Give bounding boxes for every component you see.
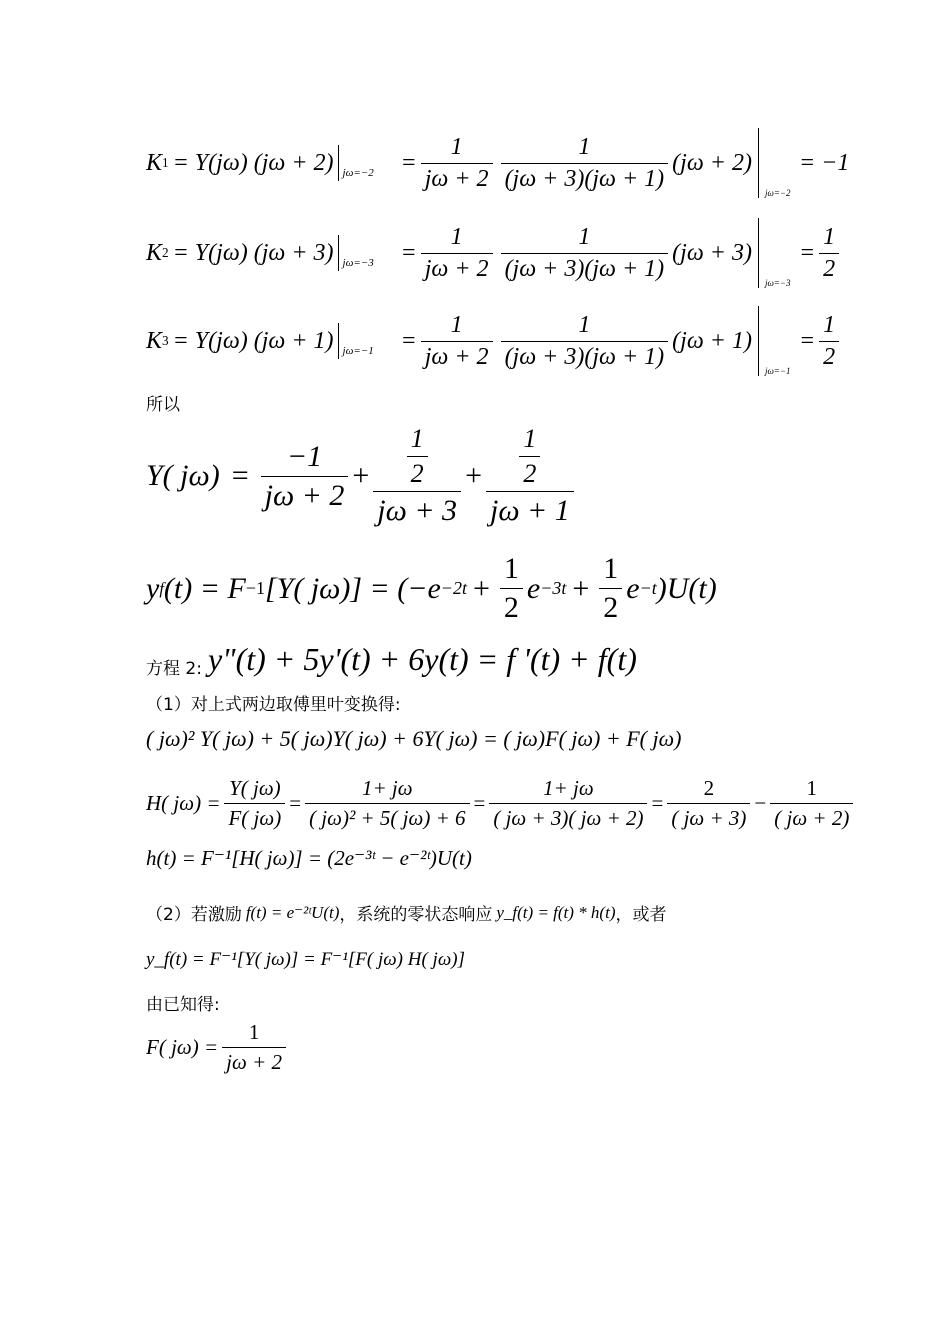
yf-e2: e — [526, 571, 541, 605]
k1-f2-num: 1 — [578, 133, 591, 160]
known-label: 由已知得: — [146, 995, 220, 1015]
h-f1-num: Y( jω) — [229, 776, 281, 800]
equation-2: y"(t) + 5y'(t) + 6y(t) = f '(t) + f(t) — [207, 641, 637, 677]
y-lhs: Y( jω) — [146, 459, 220, 492]
yf-part-c: [Y( jω)] = (−e — [264, 571, 441, 605]
k1-f2-den: (jω + 3)(jω + 1) — [501, 163, 669, 193]
k2-f1-num: 1 — [450, 223, 463, 250]
k1-eval2: jω=−2 — [764, 188, 791, 198]
k2-f1-den: jω + 2 — [421, 253, 493, 283]
yf-plus1: + — [472, 571, 490, 605]
k2-r-den: 2 — [819, 253, 839, 283]
yf-e3: e — [626, 571, 640, 605]
k2-f2-num: 1 — [578, 223, 591, 250]
yf-y: y — [146, 571, 160, 605]
h-f3-den: ( jω + 3)( jω + 2) — [489, 803, 647, 831]
k1-lhs: K — [146, 149, 163, 176]
equation-k2: K 2 = Y(jω) (jω + 3) jω=−3 = $\frac{1}{j\omega + 2}$ $\frac{1}{(j\omega + 3)(j\omega + 1)}$ (jω + 3) jω=−3 = $\frac{1}{2}$ — [146, 218, 843, 288]
step2-text-a: （2）若激励 — [146, 905, 242, 925]
y-t2-half-den: 2 — [407, 456, 428, 489]
yf-part-b: (t) = F — [163, 571, 246, 605]
equation-h-t: h(t) = F⁻¹[H( jω)] = (2e⁻³ᵗ − e⁻²ᵗ)U(t) — [146, 846, 472, 870]
equation-k1: K 1 = Y(jω) (jω + 2) jω=−2 = $\frac{1}{j\omega + 2}$ $\frac{1}{(j\omega + 3)(j\omega + 1)}$ (jω + 2) jω=−2 = −1 — [146, 128, 849, 198]
step2-math-b: y_f(t) = f(t) * h(t) — [496, 902, 616, 922]
step2-text-c: ，或者 — [615, 905, 667, 925]
y-t3-half-den: 2 — [519, 456, 540, 489]
k3-expr: = Y(jω) (jω + 1) — [172, 327, 334, 354]
step2-math-a: f(t) = e⁻²ᵗU(t) — [245, 902, 340, 922]
yf-half1-num: 1 — [503, 552, 519, 585]
h-f2-num: 1+ jω — [361, 776, 413, 800]
k3-factor: (jω + 1) — [672, 327, 752, 354]
yf-part-f: )U(t) — [656, 571, 717, 605]
h-f1-den: F( jω) — [224, 803, 285, 831]
k2-f2-den: (jω + 3)(jω + 1) — [501, 253, 669, 283]
k3-f2-den: (jω + 3)(jω + 1) — [501, 341, 669, 371]
equation-fourier: ( jω)² Y( jω) + 5( jω)Y( jω) + 6Y( jω) = ( jω)F( jω) + F( jω) — [146, 726, 682, 751]
y-t1-num: −1 — [286, 439, 323, 473]
k1-factor: (jω + 2) — [672, 149, 752, 176]
k3-f2-num: 1 — [578, 311, 591, 338]
k3-lhs: K — [146, 327, 163, 354]
y-t3-half-num: 1 — [523, 424, 537, 453]
equation-f — [146, 1020, 290, 1075]
yf-half2-den: 2 — [599, 588, 622, 625]
h-f4-den: ( jω + 3) — [667, 803, 750, 831]
k2-factor: (jω + 3) — [672, 239, 752, 266]
f-den: jω + 2 — [222, 1047, 286, 1075]
k1-f1-den: jω + 2 — [421, 163, 493, 193]
y-t2-half-num: 1 — [410, 424, 424, 453]
k3-r-den: 2 — [819, 341, 839, 371]
equation-yf-inverse — [146, 552, 717, 625]
k1-expr: = Y(jω) (jω + 2) — [172, 149, 334, 176]
k1-result: = −1 — [798, 149, 850, 176]
k2-lhs: K — [146, 239, 163, 266]
k3-r-num: 1 — [823, 311, 836, 338]
k3-eval: jω=−1 — [342, 345, 374, 357]
k3-sub: 3 — [162, 333, 169, 348]
h-f3-num: 1+ jω — [543, 776, 594, 800]
so-label: 所以 — [146, 395, 180, 415]
h-f4-num: 2 — [703, 776, 715, 800]
h-f2-den: ( jω)² + 5( jω) + 6 — [305, 803, 469, 831]
yf-half2-num: 1 — [603, 552, 619, 585]
k2-r-num: 1 — [823, 223, 836, 250]
equation-2-line — [146, 640, 637, 679]
k2-sub: 2 — [162, 245, 169, 260]
k2-expr: = Y(jω) (jω + 3) — [172, 239, 334, 266]
step2-text-b: ，系统的零状态响应 — [339, 905, 493, 925]
equation-y-partial: Y( jω) = $\frac{-1}{j\omega + 2}$ + $\frac{\frac{1}{2}}{j\omega + 3}$ + $\frac{\frac{1}{2}}{j\omega + 1}$ — [146, 424, 578, 528]
y-t3-den: jω + 1 — [486, 491, 574, 528]
yf-sub: f — [159, 578, 164, 598]
yf-half1-den: 2 — [500, 588, 523, 625]
k3-eval2: jω=−1 — [764, 366, 791, 376]
yf-sup2: −3t — [540, 578, 567, 598]
y-t2-den: jω + 3 — [373, 491, 461, 528]
k2-eval: jω=−3 — [342, 257, 374, 269]
y-t1-den: jω + 2 — [261, 476, 349, 513]
equation-h: H( jω) = $\frac{Y( j\omega)}{F( j\omega)}$ = $\frac{1+ j\omega}{\text{( jω)² + 5( jω) + 6}}$ = $\frac{1+ j\omega}{( j\omega + 3)( j\omega + 2)}$ = $\frac{2}{( j\omega + 3)}$ − $\frac{1}{( j\omega + 2)}$ — [146, 776, 857, 831]
yf-sup3: −t — [639, 578, 657, 598]
h-lhs: H( jω) = — [146, 791, 221, 815]
h-f5-num: 1 — [806, 776, 818, 800]
yf-sup1: −2t — [440, 578, 467, 598]
k1-sub: 1 — [162, 155, 169, 170]
k3-f1-num: 1 — [450, 311, 463, 338]
equation-k3: K 3 = Y(jω) (jω + 1) jω=−1 = $\frac{1}{j\omega + 2}$ $\frac{1}{(j\omega + 3)(j\omega + 1)}$ (jω + 1) jω=−1 = $\frac{1}{2}$ — [146, 306, 843, 376]
k1-eval: jω=−2 — [342, 167, 374, 179]
yf-plus2: + — [572, 571, 590, 605]
f-num: 1 — [248, 1020, 260, 1044]
equation-2-label: 方程 2: — [146, 659, 202, 679]
step1-label: （1）对上式两边取傅里叶变换得: — [146, 695, 401, 715]
yf-sup-inv: −1 — [245, 578, 265, 598]
h-f5-den: ( jω + 2) — [770, 803, 853, 831]
k1-f1-num: 1 — [450, 133, 463, 160]
k2-eval2: jω=−3 — [764, 278, 791, 288]
f-lhs: F( jω) = — [146, 1035, 219, 1059]
equation-yf-convolution: y_f(t) = F⁻¹[Y( jω)] = F⁻¹[F( jω) H( jω)] — [146, 949, 465, 970]
step2-line — [146, 900, 666, 925]
k3-f1-den: jω + 2 — [421, 341, 493, 371]
